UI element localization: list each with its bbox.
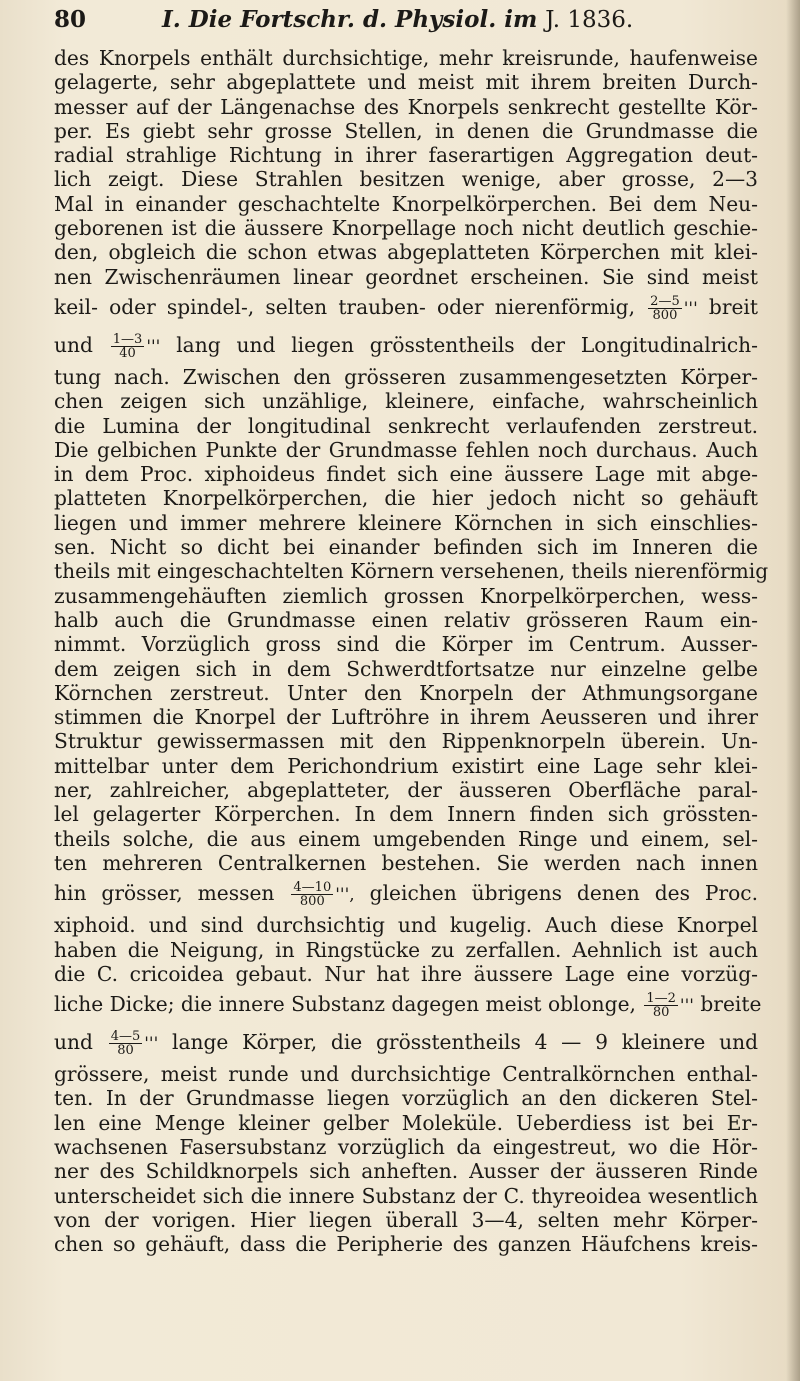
text-line: wachsenen Fasersubstanz vorzüglich da eingestreut, wo die Hör-: [54, 1134, 758, 1159]
text-line: unterscheidet sich die innere Substanz der C. thyreoidea wesentlich: [54, 1183, 758, 1208]
line-text: lang und liegen grösstentheils der Longitudinalrich-: [176, 332, 758, 357]
fraction-denominator: 800: [652, 307, 678, 323]
line-text: breit: [708, 294, 758, 319]
fraction-denominator: 40: [119, 345, 136, 361]
line-unit-mark: ''': [146, 336, 161, 357]
fraction-numerator: 1—2: [646, 991, 676, 1007]
fraction-numerator: 1—3: [112, 331, 143, 347]
running-title: [162, 6, 633, 33]
fraction-numerator: 4—5: [110, 1029, 141, 1045]
line-text: liche Dicke; die innere Substanz dagegen meist oblonge,: [54, 992, 636, 1017]
text-line: ten. In der Grundmasse liegen vorzüglich an den dickeren Stel-: [54, 1086, 758, 1111]
text-line: theils mit eingeschachtelten Körnern versehenen, theils nierenförmig: [54, 559, 769, 584]
page-number: 80: [54, 6, 87, 33]
text-line: dem zeigen sich in dem Schwerdtfortsatze nur einzelne gelbe: [54, 656, 758, 681]
text-line: ner, zahlreicher, abgeplatteter, der äusseren Oberfläche paral-: [54, 778, 758, 803]
text-line: sen. Nicht so dicht bei einander befinden sich im Inneren die: [54, 535, 758, 560]
text-line: Mal in einander geschachtelte Knorpelkörperchen. Bei dem Neu-: [54, 191, 758, 216]
text-line: tung nach. Zwischen den grösseren zusammengesetzten Körper-: [54, 364, 758, 389]
text-line: lich zeigt. Diese Strahlen besitzen wenige, aber grosse, 2—3: [54, 167, 758, 192]
text-line: von der vorigen. Hier liegen überall 3—4, selten mehr Körper-: [54, 1207, 758, 1232]
text-line: nimmt. Vorzüglich gross sind die Körper im Centrum. Ausser-: [54, 632, 758, 657]
paragraph-block-3: [54, 913, 758, 986]
fraction: [109, 1030, 143, 1057]
fraction: [291, 881, 333, 908]
text-line: gelagerte, sehr abgeplattete und meist mit ihrem breiten Durch-: [54, 70, 758, 95]
text-line: chen zeigen sich unzählige, kleinere, einfache, wahrscheinlich: [54, 389, 758, 414]
text-line: platteten Knorpelkörperchen, die hier jedoch nicht so gehäuft: [54, 486, 758, 511]
text-line-fraction-4: [54, 986, 762, 1024]
line-text: und: [54, 332, 93, 357]
text-line: radial strahlige Richtung in ihrer faserartigen Aggregation deut-: [54, 143, 758, 168]
text-line: len eine Menge kleiner gelber Moleküle. Ueberdiess ist bei Er-: [54, 1110, 758, 1135]
text-line: Körnchen zerstreut. Unter den Knorpeln der Athmungsorgane: [54, 680, 758, 705]
text-line: xiphoid. und sind durchsichtig und kugelig. Auch diese Knorpel: [54, 913, 758, 938]
line-unit-mark: ''': [679, 996, 694, 1017]
text-line: per. Es giebt sehr grosse Stellen, in denen die Grundmasse die: [54, 118, 758, 143]
text-line: halb auch die Grundmasse einen relativ grösseren Raum ein-: [54, 607, 758, 632]
fraction: [648, 295, 682, 322]
line-unit-mark: ''': [683, 298, 698, 319]
fraction: [111, 333, 145, 360]
text-line: die Lumina der longitudinal senkrecht verlaufenden zerstreut.: [54, 413, 758, 438]
text-line-fraction-3: [54, 875, 758, 913]
text-line: chen so gehäuft, dass die Peripherie des ganzen Häufchens kreis-: [54, 1232, 758, 1257]
text-line: Struktur gewissermassen mit den Rippenknorpeln überein. Un-: [54, 729, 758, 754]
text-line: die C. cricoidea gebaut. Nur hat ihre äussere Lage eine vorzüg-: [54, 961, 758, 986]
text-line-fraction-1: [54, 289, 758, 327]
paragraph-block-2: [54, 364, 769, 875]
running-title-year: J. 1836.: [545, 7, 634, 33]
running-header: [54, 0, 760, 46]
body-text: [54, 46, 769, 1257]
fraction-denominator: 80: [117, 1043, 134, 1059]
text-line: ten mehreren Centralkernen bestehen. Sie werden nach innen: [54, 850, 758, 875]
line-text: und: [54, 1030, 93, 1055]
line-text: gleichen übrigens denen des Proc.: [369, 881, 759, 906]
text-line: lel gelagerter Körperchen. In dem Innern finden sich grössten-: [54, 802, 758, 827]
line-text: lange Körper, die grösstentheils 4 — 9 kleinere und: [172, 1030, 758, 1055]
paragraph-block-4: [54, 1062, 758, 1256]
line-text: breite: [700, 992, 762, 1017]
page-edge-shadow: [786, 0, 800, 1381]
text-line: theils solche, die aus einem umgebenden Ringe und einem, sel-: [54, 826, 758, 851]
text-line: Die gelbichen Punkte der Grundmasse fehlen noch durchaus. Auch: [54, 437, 758, 462]
fraction: [644, 992, 678, 1019]
text-line: geborenen ist die äussere Knorpellage noch nicht deutlich geschie-: [54, 216, 758, 241]
line-text: hin grösser, messen: [54, 881, 275, 906]
text-line: liegen und immer mehrere kleinere Körnchen in sich einschlies-: [54, 510, 758, 535]
text-line-fraction-2: [54, 327, 758, 365]
text-line: des Knorpels enthält durchsichtige, mehr kreisrunde, haufenweise: [54, 46, 758, 70]
text-line: mittelbar unter dem Perichondrium existirt eine Lage sehr klei-: [54, 753, 758, 778]
paragraph-block-1: [54, 46, 758, 289]
text-line: in dem Proc. xiphoideus findet sich eine äussere Lage mit abge-: [54, 462, 758, 487]
fraction-numerator: 4—10: [293, 880, 332, 896]
line-unit-mark: ''': [144, 1034, 159, 1055]
text-line: den, obgleich die schon etwas abgeplatteten Körperchen mit klei-: [54, 240, 758, 265]
text-line: haben die Neigung, in Ringstücke zu zerfallen. Aehnlich ist auch: [54, 937, 758, 962]
text-line: stimmen die Knorpel der Luftröhre in ihrem Aeusseren und ihrer: [54, 705, 758, 730]
text-line: ner des Schildknorpels sich anheften. Ausser der äusseren Rinde: [54, 1159, 758, 1184]
text-line-fraction-5: [54, 1024, 758, 1062]
line-unit-mark: ''',: [335, 885, 355, 906]
line-text: keil- oder spindel-, selten trauben- oder nierenförmig,: [54, 294, 636, 319]
text-line: zusammengehäuften ziemlich grossen Knorpelkörperchen, wess-: [54, 583, 758, 608]
text-line: nen Zwischenräumen linear geordnet erscheinen. Sie sind meist: [54, 264, 758, 289]
fraction-denominator: 80: [652, 1005, 670, 1021]
text-line: grössere, meist runde und durchsichtige Centralkörnchen enthal-: [54, 1062, 758, 1087]
text-line: messer auf der Längenachse des Knorpels senkrecht gestellte Kör-: [54, 94, 758, 119]
running-title-text: I. Die Fortschr. d. Physiol. im: [162, 6, 538, 33]
fraction-numerator: 2—5: [650, 293, 680, 309]
fraction-denominator: 800: [299, 894, 325, 910]
